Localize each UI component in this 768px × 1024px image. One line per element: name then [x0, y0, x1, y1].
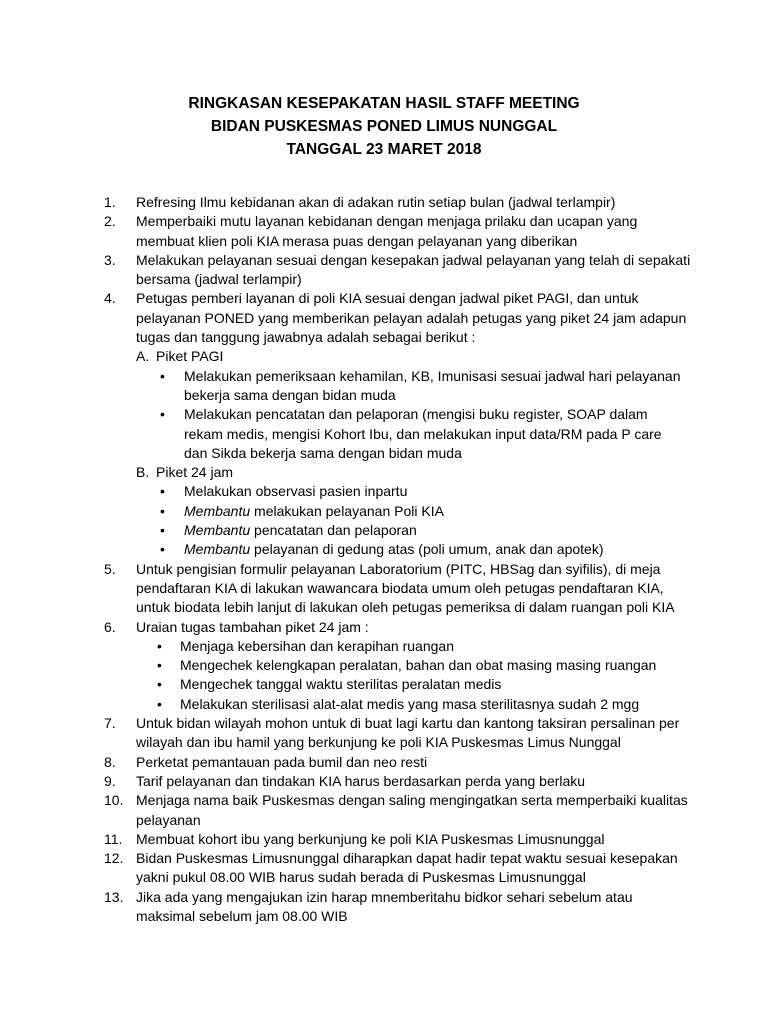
- item-text: Jika ada yang mengajukan izin harap mnemberitahu bidkor sehari sebelum atau: [136, 888, 633, 905]
- item-text: membuat klien poli KIA merasa puas dengan pelayanan yang diberikan: [136, 232, 578, 249]
- bullet-icon: •: [157, 695, 162, 712]
- bullet-item: [0, 367, 768, 406]
- sub-item-piket-24-jam: [0, 463, 768, 482]
- bullet-rest: melakukan pelayanan Poli KIA: [250, 502, 444, 519]
- bullet-icon: •: [160, 522, 165, 539]
- list-item: [0, 193, 768, 212]
- list-item: [0, 772, 768, 791]
- bullet-icon: •: [157, 657, 162, 674]
- item-text: yakni pukul 08.00 WIB harus sudah berada di Puskesmas Limusnunggal: [136, 869, 586, 886]
- item-number: 9.: [104, 772, 116, 789]
- bullet-emphasis: Membantu: [184, 541, 251, 558]
- bullet-text: Mengechek tanggal waktu sterilitas peralatan medis: [180, 676, 502, 693]
- item-number: 4.: [104, 290, 116, 307]
- item-text: Melakukan pelayanan sesuai dengan kesepakan jadwal pelayanan yang telah di sepakati: [136, 251, 691, 268]
- list-item: [0, 251, 768, 290]
- bullet-item: [0, 656, 768, 675]
- list-item: [0, 849, 768, 888]
- item-number: 2.: [104, 213, 116, 230]
- sub-item-letter: A.: [136, 348, 150, 365]
- item-text: wilayah dan ibu hamil yang berkunjung ke poli KIA Puskesmas Limus Nunggal: [136, 734, 621, 751]
- bullet-item: [0, 482, 768, 501]
- item-number: 11.: [104, 830, 123, 847]
- item-text: pelayanan PONED yang memberikan pelayan adalah petugas yang piket 24 jam adapun: [136, 309, 687, 326]
- item-text: pendaftaran KIA di lakukan wawancara biodata umum oleh petugas pendaftaran KIA,: [136, 579, 664, 596]
- bullet-text: Menjaga kebersihan dan kerapihan ruangan: [180, 637, 454, 654]
- item-text: Menjaga nama baik Puskesmas dengan saling mengingatkan serta memperbaiki kualitas: [136, 792, 688, 809]
- item-number: 13.: [104, 888, 124, 905]
- item-number: 12.: [104, 850, 124, 867]
- item-text: Memperbaiki mutu layanan kebidanan dengan menjaga prilaku dan ucapan yang: [136, 213, 638, 230]
- bullet-rest: pelayanan di gedung atas (poli umum, anak dan apotek): [250, 541, 604, 558]
- list-item: [0, 714, 768, 753]
- bullet-icon: •: [157, 637, 162, 654]
- bullet-text: [184, 521, 716, 540]
- bullet-icon: •: [160, 483, 165, 500]
- bullet-text: bekerja sama dengan bidan muda: [184, 386, 396, 403]
- list-item: [0, 753, 768, 772]
- item-text: pelayanan: [136, 811, 201, 828]
- item-text: Refresing Ilmu kebidanan akan di adakan rutin setiap bulan (jadwal terlampir): [136, 194, 616, 210]
- bullet-text: [184, 502, 716, 521]
- bullet-text: Mengechek kelengkapan peralatan, bahan dan obat masing masing ruangan: [180, 657, 657, 674]
- bullet-icon: •: [160, 502, 165, 519]
- item-text: Perketat pemantauan pada bumil dan neo resti: [136, 753, 428, 770]
- bullet-icon: •: [160, 406, 165, 423]
- bullet-text: Melakukan sterilisasi alat-alat medis yang masa sterilitasnya sudah 2 mgg: [180, 695, 640, 712]
- item-number: 3.: [104, 251, 116, 268]
- title-line-3: TANGGAL 23 MARET 2018: [286, 141, 482, 158]
- bullet-item: [0, 405, 768, 463]
- item-text: Untuk pengisian formulir pelayanan Laboratorium (PITC, HBSag dan syifilis), di meja: [136, 560, 661, 577]
- item-text: Bidan Puskesmas Limusnunggal diharapkan dapat hadir tepat waktu sesuai kesepakan: [136, 850, 678, 867]
- bullet-text: [184, 540, 716, 559]
- bullet-icon: •: [157, 676, 162, 693]
- list-item: [0, 560, 768, 618]
- item-number: 5.: [104, 560, 116, 577]
- sub-item-letter: B.: [136, 464, 150, 481]
- bullet-emphasis: Membantu: [184, 502, 251, 519]
- bullet-item: [0, 540, 768, 559]
- bullet-item: [0, 675, 768, 694]
- bullet-text: dan Sikda bekerja sama dengan bidan muda: [184, 444, 462, 461]
- item-number: 7.: [104, 715, 116, 732]
- item-text: bersama (jadwal terlampir): [136, 271, 302, 288]
- item-number: 8.: [104, 753, 116, 770]
- item-number: 10.: [104, 792, 124, 809]
- list-item: [0, 212, 768, 251]
- sub-item-label: Piket 24 jam: [156, 464, 234, 481]
- item-text: Tarif pelayanan dan tindakan KIA harus berdasarkan perda yang berlaku: [136, 772, 586, 789]
- list-item: [0, 618, 768, 637]
- title-line-1: RINGKASAN KESEPAKATAN HASIL STAFF MEETING: [188, 95, 580, 112]
- item-text: Uraian tugas tambahan piket 24 jam :: [136, 618, 369, 635]
- item-text: Petugas pemberi layanan di poli KIA sesuai dengan jadwal piket PAGI, dan untuk: [136, 290, 639, 307]
- bullet-item: [0, 502, 768, 521]
- list-item: [0, 791, 768, 830]
- bullet-item: [0, 637, 768, 656]
- item-text: Untuk bidan wilayah mohon untuk di buat lagi kartu dan kantong taksiran persalinan per: [136, 715, 680, 732]
- bullet-item: [0, 695, 768, 714]
- item-number: 6.: [104, 618, 116, 635]
- bullet-text: Melakukan pencatatan dan pelaporan (mengisi buku register, SOAP dalam: [184, 406, 648, 423]
- agreement-list: [0, 193, 768, 926]
- list-item: [0, 289, 768, 347]
- item-text: tugas dan tanggung jawabnya adalah sebagai berikut :: [136, 329, 476, 346]
- bullet-item: [0, 521, 768, 540]
- list-item: [0, 830, 768, 849]
- sub-item-label: Piket PAGI: [156, 348, 224, 365]
- bullet-text: Melakukan observasi pasien inpartu: [184, 483, 408, 500]
- bullet-rest: pencatatan dan pelaporan: [250, 522, 417, 539]
- sub-item-piket-pagi: [0, 347, 768, 366]
- bullet-icon: •: [160, 541, 165, 558]
- item-text: untuk biodata lebih lanjut di lakukan oleh petugas pemeriksa di dalam ruangan poli KIA: [136, 599, 675, 616]
- bullet-text: Melakukan pemeriksaan kehamilan, KB, Imunisasi sesuai jadwal hari pelayanan: [184, 367, 681, 384]
- item-text: Membuat kohort ibu yang berkunjung ke poli KIA Puskesmas Limusnunggal: [136, 830, 605, 847]
- document-title: [0, 92, 768, 161]
- item-number: 1.: [104, 194, 116, 210]
- bullet-emphasis: Membantu: [184, 522, 251, 539]
- title-line-2: BIDAN PUSKESMAS PONED LIMUS NUNGGAL: [210, 118, 558, 135]
- bullet-icon: •: [160, 367, 165, 384]
- item-text: maksimal sebelum jam 08.00 WIB: [136, 907, 348, 924]
- list-item: [0, 888, 768, 927]
- bullet-text: rekam medis, mengisi Kohort Ibu, dan melakukan input data/RM pada P care: [184, 425, 662, 442]
